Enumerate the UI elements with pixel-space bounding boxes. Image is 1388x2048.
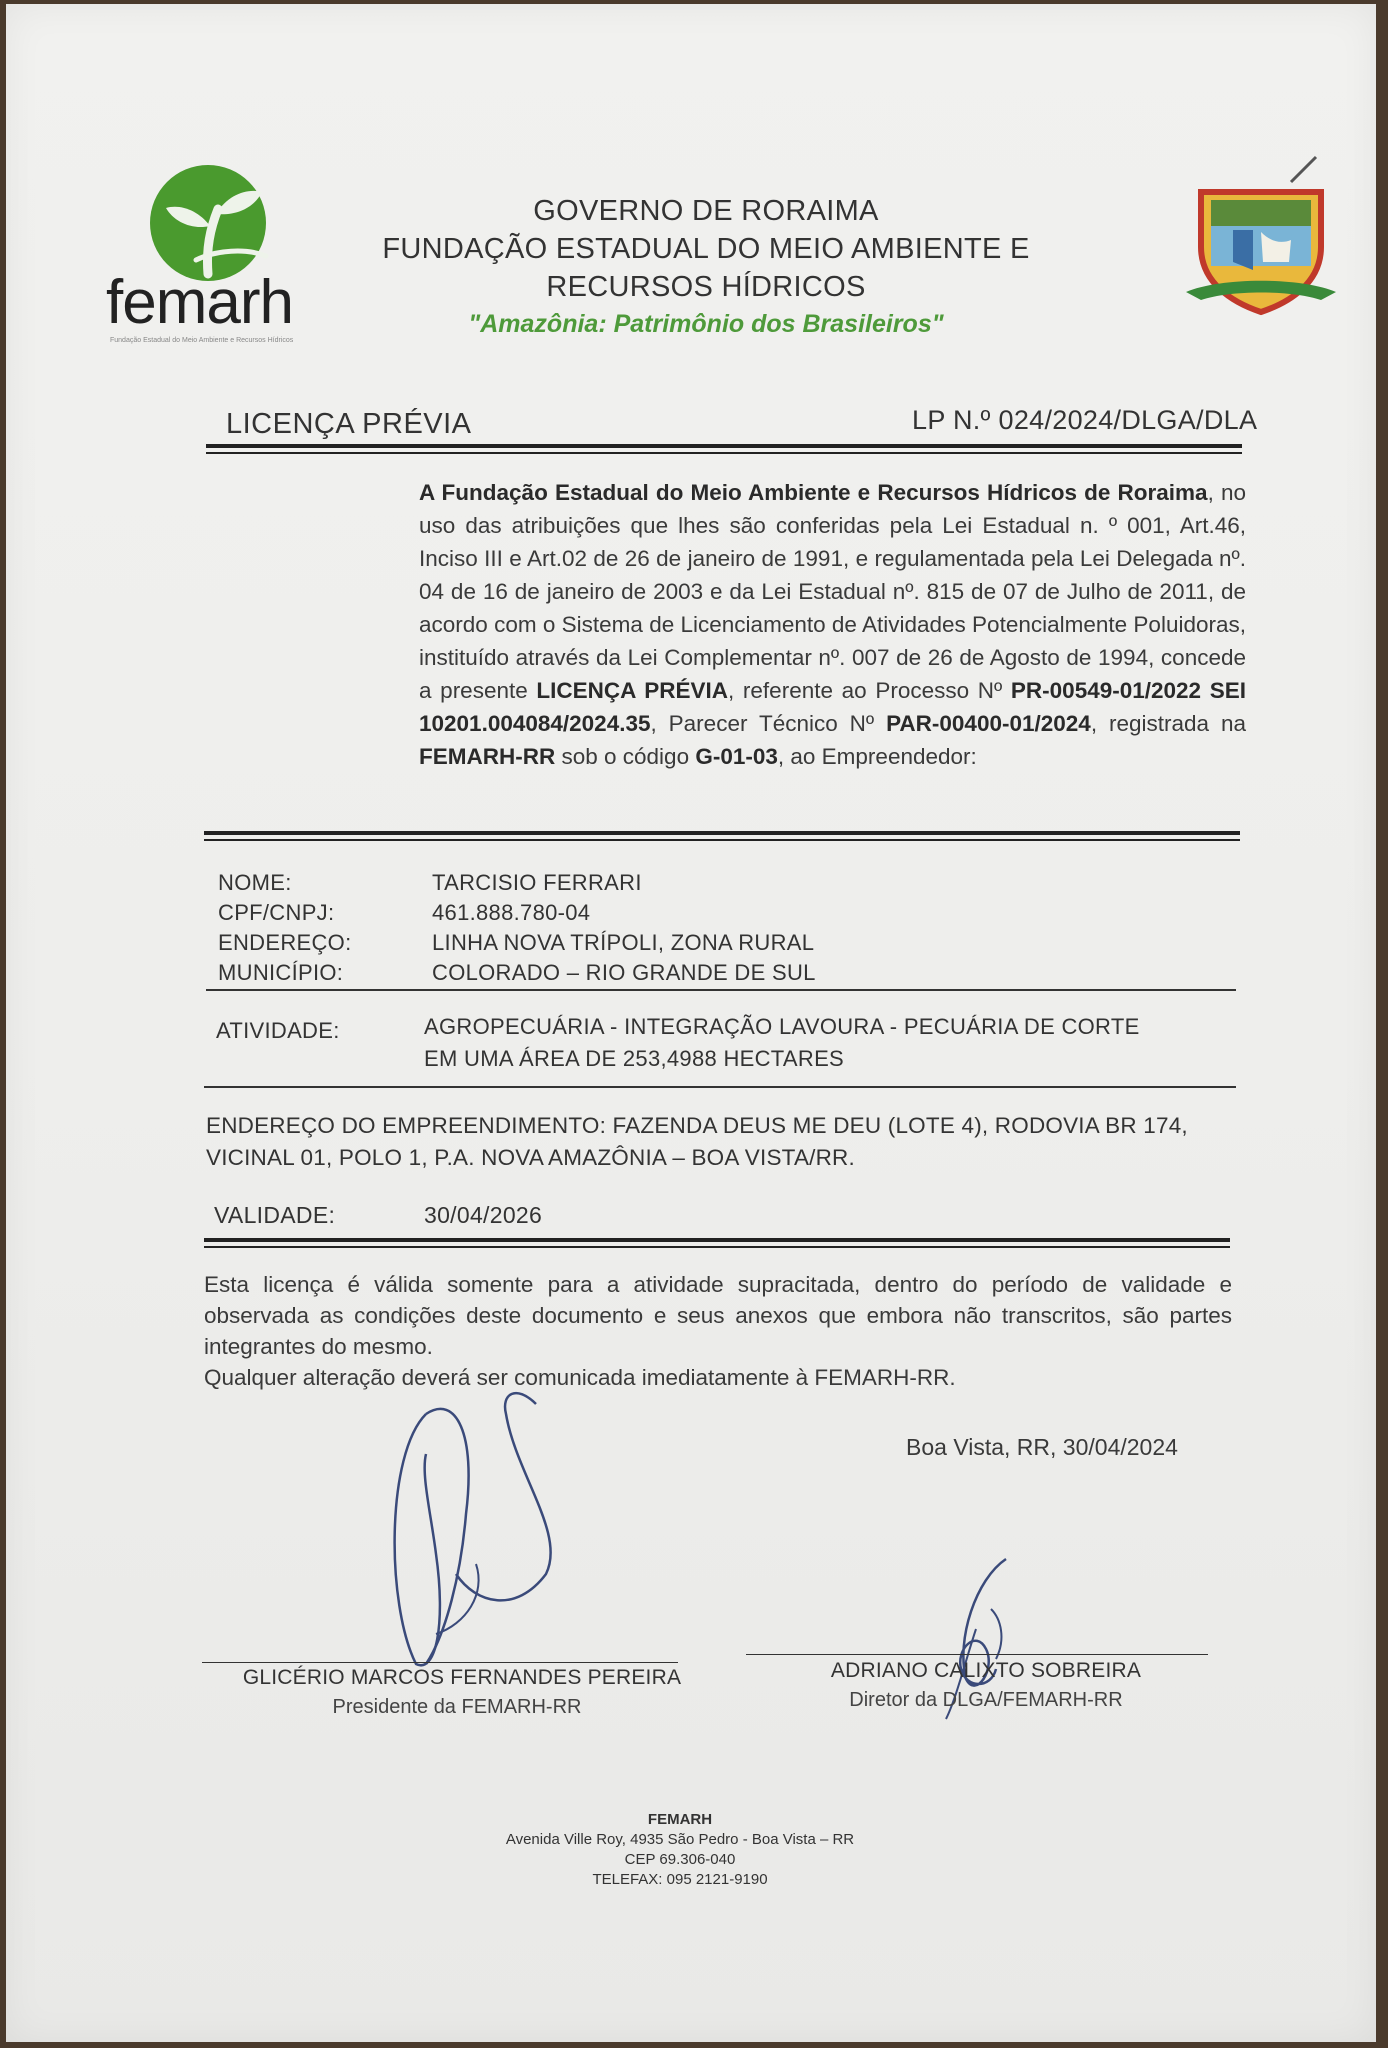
- document-footer: [400, 1810, 960, 1890]
- header-line-3: RECURSOS HÍDRICOS: [546, 271, 866, 303]
- atividade-value-line-1: AGROPECUÁRIA - INTEGRAÇÃO LAVOURA - PECUÁRIA DE CORTE: [424, 1014, 1140, 1039]
- atividade-value-line-2: EM UMA ÁREA DE 253,4988 HECTARES: [424, 1046, 845, 1071]
- right-signatory-role: Diretor da DLGA/FEMARH-RR: [849, 1689, 1123, 1711]
- right-signature-line: [746, 1654, 1208, 1655]
- right-signatory-name: ADRIANO CALIXTO SOBREIRA: [830, 1659, 1142, 1682]
- intro-code: G-01-03: [695, 744, 778, 769]
- roraima-crest-icon: [1171, 152, 1351, 322]
- footer-cep: CEP 69.306-040: [624, 1851, 736, 1868]
- intro-text-3: , Parecer Técnico Nº: [650, 711, 887, 736]
- cpf-value: 461.888.780-04: [432, 900, 591, 925]
- municipio-value: COLORADO – RIO GRANDE DE SUL: [432, 960, 816, 985]
- left-signature-icon: [366, 1374, 606, 1684]
- notice-paragraph-2: Qualquer alteração deverá ser comunicada imediatamente à FEMARH-RR.: [204, 1365, 956, 1390]
- activity-divider: [204, 1086, 1236, 1088]
- footer-agency: FEMARH: [647, 1811, 713, 1828]
- left-signature-line: [202, 1662, 678, 1663]
- left-signatory-name: GLICÉRIO MARCOS FERNANDES PEREIRA: [242, 1666, 682, 1689]
- document-header: [326, 192, 1086, 342]
- nome-value: TARCISIO FERRARI: [432, 870, 642, 895]
- endereco-value: LINHA NOVA TRÍPOLI, ZONA RURAL: [432, 930, 815, 955]
- intro-text-1: , no uso das atribuições que lhes são conferidas pela Lei Estadual n. º 001, Art.46, Inciso III e Art.02 de 26 de janeiro de 1991, e regulamentada pela Lei Delegada nº. 04 de 16 de janeiro de 2003 e da Lei Estadual nº. 815 de 07 de Julho de 2011, de acordo com o Sistema de Licenciamento de Atividades Potencialmente Poluidoras, instituído através da Lei Complementar nº. 007 de 26 de Agosto de 1994, concede a presente: [419, 480, 1246, 703]
- validade-label: VALIDADE:: [214, 1202, 336, 1228]
- document-title: LICENÇA PRÉVIA: [226, 408, 472, 440]
- intro-text-4: , registrada na: [1090, 711, 1246, 736]
- footer-phone: TELEFAX: 095 2121-9190: [592, 1871, 768, 1888]
- nome-label: NOME:: [218, 870, 292, 895]
- title-divider: [206, 444, 1242, 454]
- license-document: [6, 4, 1376, 2042]
- intro-text-6: , ao Empreendedor:: [777, 744, 977, 769]
- footer-address: Avenida Ville Roy, 4935 São Pedro - Boa Vista – RR: [505, 1831, 855, 1848]
- intro-license-type: LICENÇA PRÉVIA: [536, 678, 729, 703]
- header-line-1: GOVERNO DE RORAIMA: [533, 195, 879, 227]
- validity-divider: [204, 1238, 1230, 1248]
- cpf-label: CPF/CNPJ:: [218, 900, 335, 925]
- left-signatory-role: Presidente da FEMARH-RR: [332, 1696, 582, 1718]
- header-motto: "Amazônia: Patrimônio dos Brasileiros": [468, 310, 944, 338]
- logo-caption: Fundação Estadual do Meio Ambiente e Recursos Hídricos: [110, 337, 294, 344]
- endereco-label: ENDEREÇO:: [218, 930, 352, 955]
- fields-divider: [206, 989, 1236, 991]
- intro-text-2: , referente ao Processo Nº: [728, 678, 1011, 703]
- intro-divider: [204, 831, 1240, 841]
- empreendimento-address: ENDEREÇO DO EMPREENDIMENTO: FAZENDA DEUS ME DEU (LOTE 4), RODOVIA BR 174, VICINAL 01, POLO 1, P.A. NOVA AMAZÔNIA – BOA VISTA/RR.: [206, 1113, 1188, 1170]
- license-number: LP N.º 024/2024/DLGA/DLA: [912, 405, 1258, 435]
- validade-value: 30/04/2026: [424, 1202, 543, 1228]
- notice-paragraph-1: Esta licença é válida somente para a atividade supracitada, dentro do período de validade e observada as condições deste documento e seus anexos que embora não transcritos, são partes integrantes do mesmo.: [204, 1272, 1232, 1359]
- logo-wordmark: femarh: [106, 268, 293, 337]
- intro-paragraph: [419, 476, 1246, 773]
- intro-parecer-number: PAR-00400-01/2024: [886, 711, 1091, 736]
- atividade-label: ATIVIDADE:: [216, 1018, 340, 1043]
- header-line-2: FUNDAÇÃO ESTADUAL DO MEIO AMBIENTE E: [382, 233, 1030, 265]
- validity-notice: [204, 1269, 1232, 1393]
- municipio-label: MUNICÍPIO:: [218, 960, 344, 985]
- intro-agency: FEMARH-RR: [419, 744, 556, 769]
- intro-process-number: PR-00549-01/2022 SEI 10201.004084/2024.35: [419, 678, 1246, 736]
- place-and-date: Boa Vista, RR, 30/04/2024: [906, 1434, 1178, 1460]
- intro-text-5: sob o código: [555, 744, 696, 769]
- intro-institution: A Fundação Estadual do Meio Ambiente e Recursos Hídricos de Roraima: [419, 480, 1208, 505]
